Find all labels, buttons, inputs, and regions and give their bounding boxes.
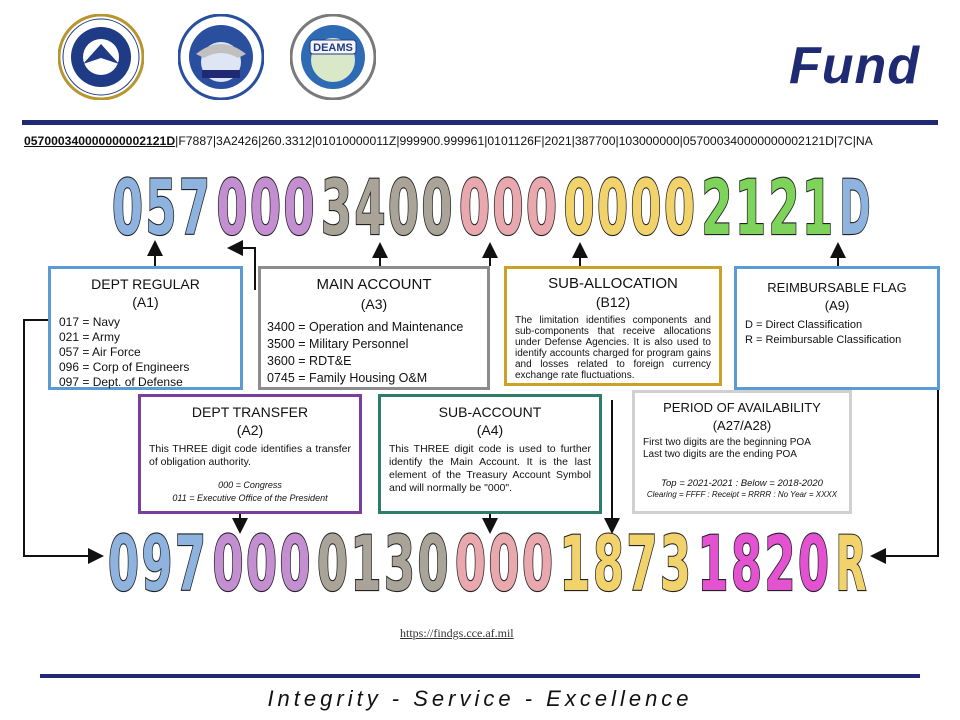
list-item: 3400 = Operation and Maintenance: [267, 320, 464, 334]
reimbursable-flag-title: REIMBURSABLE FLAG: [767, 280, 907, 295]
bottom-code-digit: 0: [279, 519, 311, 598]
dept-transfer-code: (A2): [236, 422, 264, 438]
reimbursable-flag-box: [734, 266, 940, 390]
top-code-digit: 0: [112, 163, 143, 242]
dept-regular-box: [48, 266, 243, 390]
footnote: 011 = Executive Office of the President: [172, 493, 328, 503]
bottom-code-digit: 0: [212, 519, 244, 598]
loa-fund-code: 057000340000000002121D: [24, 134, 176, 148]
sub-allocation-box: [504, 266, 722, 386]
bottom-code-digit: R: [835, 519, 867, 598]
period-legend: Clearing = FFFF : Receipt = RRRR : No Year = XXXX: [646, 490, 838, 499]
top-code-digit: 0: [563, 163, 595, 242]
top-code-digit: 0: [388, 163, 419, 242]
dept-regular-title: DEPT REGULAR: [91, 276, 200, 292]
top-code-digit: 5: [145, 163, 177, 242]
top-code-digit: 2: [768, 163, 800, 242]
top-code-digit: 0: [630, 163, 662, 242]
top-code-digit: 0: [216, 163, 248, 242]
bottom-code-digit: 3: [660, 519, 691, 598]
top-code-digit: 0: [459, 163, 490, 242]
bottom-code-digit: 7: [175, 519, 206, 598]
bottom-code-digit: 1: [559, 519, 591, 598]
findgs-link[interactable]: https://findgs.cce.af.mil: [400, 626, 514, 640]
bottom-code-digit: 0: [417, 519, 449, 598]
top-code-digit: 3: [321, 163, 352, 242]
period-list: [643, 437, 841, 461]
page-title: Fund: [788, 37, 920, 95]
top-code-digit: D: [839, 163, 871, 242]
dept-transfer-text: This THREE digit code identifies a transfer of obligation authority.: [149, 443, 351, 468]
footer-motto: Integrity - Service - Excellence: [267, 686, 693, 711]
deams-logo-label: DEAMS: [313, 42, 353, 54]
dept-regular-code: (A1): [132, 294, 159, 310]
bottom-code-digit: 0: [522, 519, 553, 598]
bottom-code-digit: 9: [141, 519, 173, 598]
loa-rest: |F7887|3A2426|260.3312|01010000011Z|999900.999961|0101126F|2021|387700|103000000|057000340000000002121D|7C|NA: [175, 134, 873, 148]
reimbursable-flag-code: (A9): [824, 298, 850, 313]
top-code-digit: 0: [597, 163, 628, 242]
top-code-digit: 1: [802, 163, 833, 242]
main-account-title: MAIN ACCOUNT: [316, 276, 432, 293]
footer-divider: [40, 674, 920, 678]
list-item: R = Reimbursable Classification: [745, 334, 902, 346]
bottom-code-digit: 8: [593, 519, 624, 598]
list-item: 057 = Air Force: [59, 345, 141, 359]
list-item: Last two digits are the ending POA: [643, 449, 797, 460]
bottom-code-digit: 0: [488, 519, 520, 598]
main-account-code: (A3): [360, 296, 388, 312]
sub-account-box: [378, 394, 602, 514]
dept-transfer-box: [138, 394, 362, 514]
top-code-digit: 0: [250, 163, 281, 242]
sub-allocation-title: SUB-ALLOCATION: [548, 275, 678, 292]
reimbursable-flag-list: [745, 318, 929, 348]
period-title: PERIOD OF AVAILABILITY: [663, 400, 821, 415]
bottom-code-digit: 7: [626, 519, 658, 598]
list-item: 0745 = Family Housing O&M: [267, 371, 428, 385]
period-example: Top = 2021-2021 : Below = 2018-2020: [661, 478, 823, 489]
top-code-digit: 0: [283, 163, 315, 242]
top-code-digit: 0: [526, 163, 557, 242]
bottom-code-digit: 1: [350, 519, 382, 598]
list-item: 017 = Navy: [59, 315, 121, 329]
top-code-digit: 0: [421, 163, 453, 242]
bottom-code-digit: 2: [764, 519, 796, 598]
list-item: D = Direct Classification: [745, 319, 863, 331]
period-code: (A27/A28): [712, 418, 772, 433]
list-item: 3600 = RDT&E: [267, 354, 352, 368]
top-code-digit: 1: [735, 163, 766, 242]
bottom-code-digit: 8: [731, 519, 762, 598]
bottom-code-digit: 0: [108, 519, 139, 598]
top-code-digit: 2: [701, 163, 733, 242]
bottom-code-digit: 3: [384, 519, 415, 598]
main-account-list: [267, 319, 481, 387]
list-item: 097 = Dept. of Defense: [59, 375, 183, 389]
top-code-digit: 0: [664, 163, 695, 242]
list-item: 3500 = Military Personnel: [267, 337, 409, 351]
sub-allocation-text: The limitation identifies components and sub-components that receive allocations under Defense Agencies. It is also used to identify accounts charged for program gains and losses related to foreign currency exchange rate fluctuations.: [515, 315, 711, 381]
bottom-code-digit: 0: [455, 519, 486, 598]
top-code-digit: 0: [492, 163, 524, 242]
dept-regular-list: [59, 315, 232, 390]
bottom-code-digit: 0: [317, 519, 348, 598]
sub-account-code: (A4): [476, 422, 504, 438]
top-code-digit: 7: [179, 163, 210, 242]
sub-account-text: This THREE digit code is used to further identify the Main Account. It is the last element of the Treasury Account Symbol and will normally be "000".: [389, 443, 591, 494]
list-item: First two digits are the beginning POA: [643, 437, 811, 448]
sub-allocation-code: (B12): [595, 294, 631, 310]
bottom-code-digit: 0: [798, 519, 829, 598]
bottom-code-digit: 1: [697, 519, 729, 598]
main-account-box: [258, 266, 490, 390]
footnote: 000 = Congress: [218, 480, 282, 490]
dept-transfer-title: DEPT TRANSFER: [191, 404, 309, 420]
top-code-digit: 4: [354, 163, 386, 242]
dept-transfer-footnotes: [149, 479, 351, 505]
bottom-code-digit: 0: [246, 519, 277, 598]
sub-account-title: SUB-ACCOUNT: [438, 404, 542, 420]
list-item: 096 = Corp of Engineers: [59, 360, 190, 374]
list-item: 021 = Army: [59, 330, 121, 344]
period-of-availability-box: [632, 390, 852, 514]
